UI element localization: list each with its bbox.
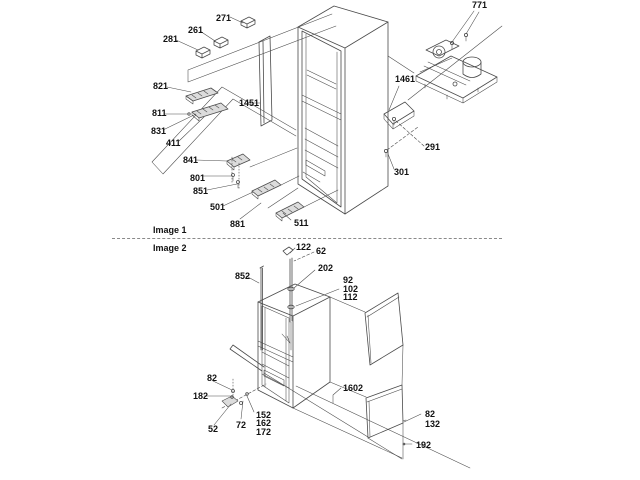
part-label-182: 182 [193, 391, 209, 401]
image1-leader-lines [163, 11, 479, 220]
part-label-82: 82 [425, 409, 436, 419]
part-label-511: 511 [294, 218, 309, 228]
image2-cabinet [258, 284, 330, 408]
part-1461-panel [384, 102, 414, 129]
part-label-301: 301 [394, 167, 410, 177]
image2-upper-door [365, 293, 403, 365]
part-label-172: 172 [256, 427, 272, 437]
image2-screw-cluster [222, 379, 266, 408]
part-label-52: 52 [208, 424, 219, 434]
image2-lower-rails [230, 345, 264, 371]
part-label-1602: 1602 [343, 383, 364, 393]
part-label-831: 831 [151, 126, 167, 136]
part-label-112: 112 [343, 292, 358, 302]
part-label-771: 771 [472, 0, 488, 10]
part-label-271: 271 [216, 13, 232, 23]
part-label-501: 501 [210, 202, 226, 212]
image-divider-line [112, 238, 502, 239]
part-label-202: 202 [318, 263, 334, 273]
image2-door-edges [368, 345, 406, 459]
part-801-851-screws [232, 174, 240, 189]
part-label-122: 122 [296, 242, 312, 252]
part-label-851: 851 [193, 186, 209, 196]
image1-caption: Image 1 [153, 225, 187, 235]
part-281-clip [196, 47, 210, 58]
part-label-821: 821 [153, 81, 169, 91]
part-label-291: 291 [425, 142, 441, 152]
part-label-92: 92 [343, 275, 354, 285]
part-label-411: 411 [166, 138, 181, 148]
image2-lower-door [366, 385, 403, 438]
part-label-1461: 1461 [395, 74, 416, 84]
image1-top-channel [188, 14, 336, 82]
part-label-281: 281 [163, 34, 179, 44]
part-label-1451: 1451 [239, 98, 260, 108]
part-label-102: 102 [343, 284, 359, 294]
part-261-clip [214, 37, 228, 48]
part-label-261: 261 [188, 25, 204, 35]
image1-compartment-line [388, 26, 502, 100]
image1-compressor-assembly [416, 33, 497, 103]
part-label-152: 152 [256, 410, 272, 420]
part-291-301-screws [384, 117, 418, 157]
part-62-hinge-pin [282, 247, 294, 350]
part-831-rail [188, 103, 228, 121]
part-label-852: 852 [235, 271, 251, 281]
image1-cabinet [298, 6, 388, 214]
part-label-82: 82 [207, 373, 218, 383]
part-821-rail [186, 88, 218, 104]
part-label-72: 72 [236, 420, 247, 430]
part-501-rail [252, 180, 281, 199]
part-label-192: 192 [416, 440, 432, 450]
image2-caption: Image 2 [153, 243, 187, 253]
part-label-801: 801 [190, 173, 206, 183]
part-label-62: 62 [316, 246, 327, 256]
image2-projections [264, 297, 470, 468]
part-label-132: 132 [425, 419, 441, 429]
part-label-811: 811 [152, 108, 167, 118]
part-271-clip [241, 17, 255, 28]
part-label-881: 881 [230, 219, 246, 229]
image1-lower-projections [250, 148, 338, 208]
part-label-162: 162 [256, 418, 272, 428]
part-label-841: 841 [183, 155, 199, 165]
